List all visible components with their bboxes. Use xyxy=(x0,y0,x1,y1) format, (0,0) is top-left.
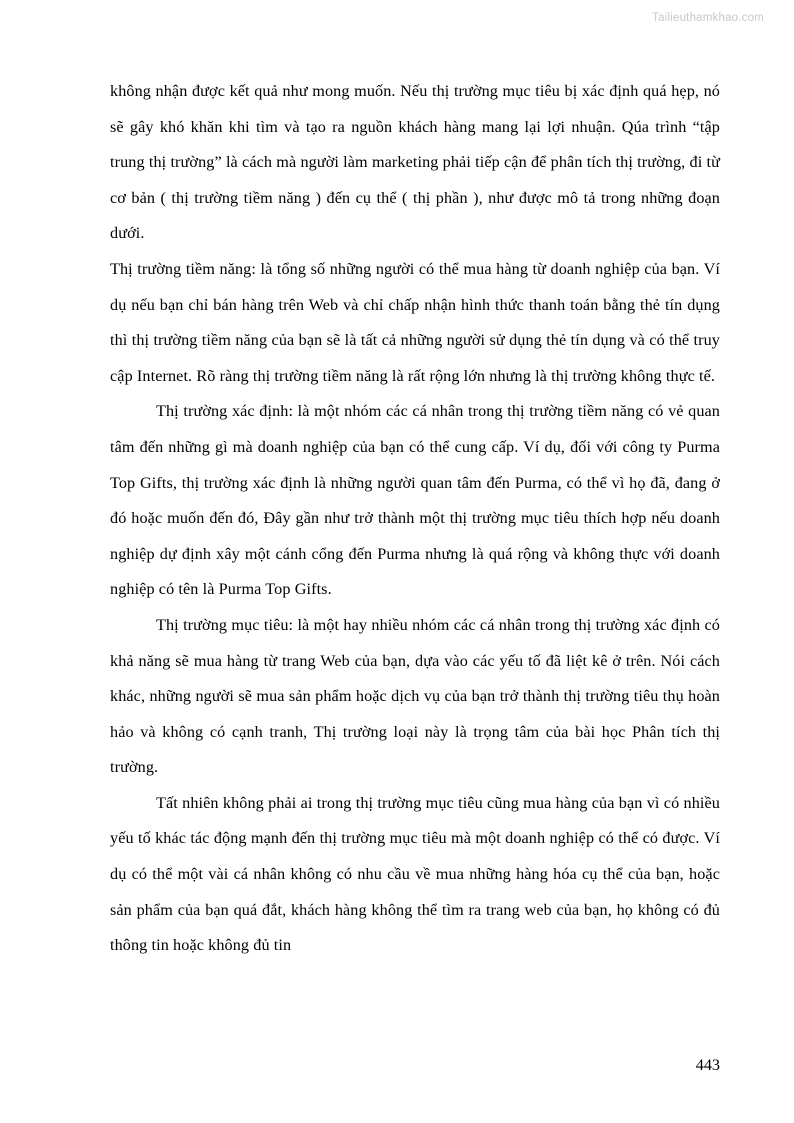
paragraph: Thị trường mục tiêu: là một hay nhiều nhóm các cá nhân trong thị trường xác định có khả năng sẽ mua hàng từ trang Web của bạn, dựa vào các yếu tố đã liệt kê ở trên. Nói cách khác, những người sẽ mua sản phẩm hoặc dịch vụ của bạn trở thành thị trường tiêu thụ hoàn hảo và không có cạnh tranh, Thị trường loại này là trọng tâm của bài học Phân tích thị trường. xyxy=(110,615,720,777)
watermark-text: Tailieuthamkhao.com xyxy=(652,12,764,24)
paragraph: Thị trường xác định: là một nhóm các cá nhân trong thị trường tiềm năng có vẻ quan tâm đến những gì mà doanh nghiệp của bạn có thể cung cấp. Ví dụ, đối với công ty Purma Top Gifts, thị trường xác định là những người quan tâm đến Purma, có thể vì họ đã, đang ở đó hoặc muốn đến đó, Đây gần như trở thành một thị trường mục tiêu thích hợp nếu doanh nghiệp dự định xây một cánh cổng đến Purma nhưng là quá rộng và không thực với doanh nghiệp có tên là Purma Top Gifts. xyxy=(110,402,720,599)
paragraph: Thị trường tiềm năng: là tổng số những người có thể mua hàng từ doanh nghiệp của bạn. Ví dụ nếu bạn chỉ bán hàng trên Web và chỉ chấp nhận hình thức thanh toán bằng thẻ tín dụng thì thị trường tiềm năng của bạn sẽ là tất cả những người sử dụng thẻ tín dụng và có thể truy cập Internet. Rõ ràng thị trường tiềm năng là rất rộng lớn nhưng là thị trường không thực tế. xyxy=(110,259,720,385)
paragraph: Tất nhiên không phải ai trong thị trường mục tiêu cũng mua hàng của bạn vì có nhiều yếu tố khác tác động mạnh đến thị trường mục tiêu mà một doanh nghiệp có thể có được. Ví dụ có thể một vài cá nhân không có nhu cầu về mua những hàng hóa cụ thể của bạn, hoặc sản phẩm của bạn quá đắt, khách hàng không thể tìm ra trang web của bạn, họ không có đủ thông tin hoặc không đủ tin xyxy=(110,793,720,955)
page-number: 443 xyxy=(695,1056,720,1074)
paragraph: không nhận được kết quả như mong muốn. Nếu thị trường mục tiêu bị xác định quá hẹp, nó sẽ gây khó khăn khi tìm và tạo ra nguồn khách hàng mang lại lợi nhuận. Qúa trình “tập trung thị trường” là cách mà người làm marketing phải tiếp cận để phân tích thị trường, đi từ cơ bản ( thị trường tiềm năng ) đến cụ thể ( thị phần ), như được mô tả trong những đoạn dưới. xyxy=(110,82,720,243)
document-body xyxy=(110,74,720,964)
